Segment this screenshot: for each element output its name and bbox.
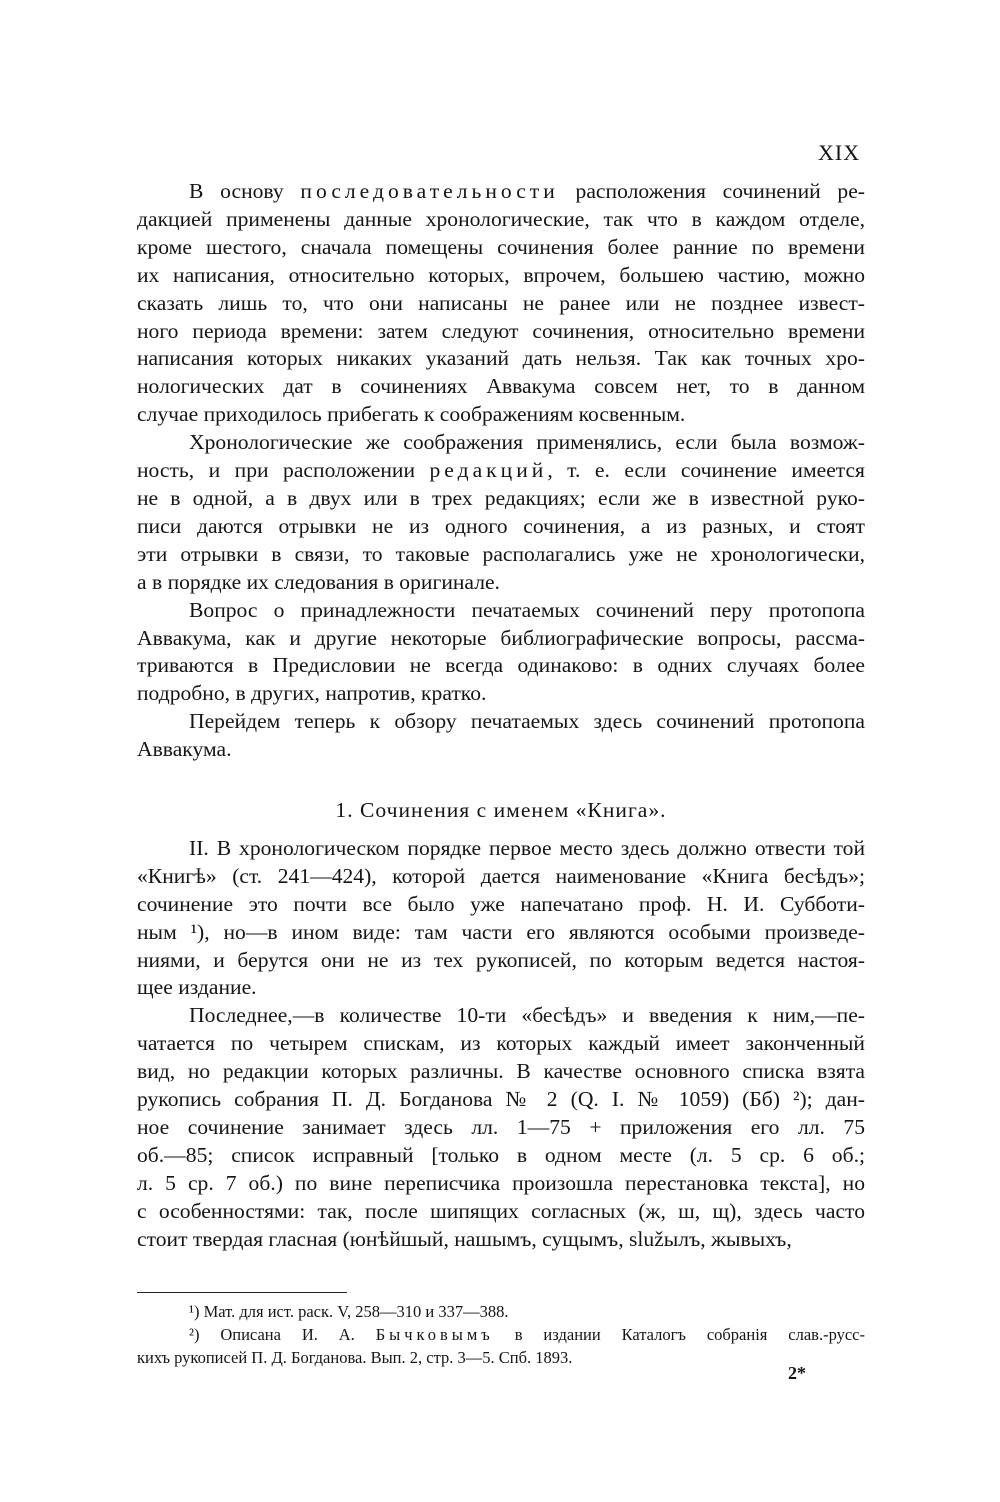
text-line: сочинение это почти все было уже напечатано проф. Н. И. Субботи- (137, 891, 865, 916)
footnote (137, 1300, 865, 1323)
text-line: не в одной, а в двух или в трех редакциях; если же в известной руко- (137, 485, 865, 510)
footnotes (137, 1300, 865, 1369)
text-line (137, 457, 865, 485)
signature-mark: 2* (788, 1363, 806, 1383)
text-line: щее издание. (137, 975, 257, 1000)
text-line: ¹) Мат. для ист. раск. V, 258—310 и 337—388. (189, 1302, 509, 1321)
text-line: триваются в Предисловии не всегда одинаково: в одних случаях более (137, 653, 865, 678)
text-line: подробно, в других, напротив, кратко. (137, 681, 487, 706)
text-line: написания которых никаких указаний дать нельзя. Так как точных хро- (137, 346, 865, 371)
spaced-emphasis: последовательности (300, 179, 559, 203)
text-line: Перейдем теперь к обзору печатаемых здесь сочинений протопопа (189, 709, 865, 734)
section-gap (137, 764, 865, 786)
text-line: Вопрос о принадлежности печатаемых сочинений перу протопопа (189, 597, 865, 622)
footnote (137, 1323, 865, 1369)
text-line: чатается по четырем спискам, из которых каждый имеет законченный (137, 1031, 865, 1056)
text-line: ного периода времени: затем следуют сочинения, относительно времени (137, 318, 865, 343)
text-line: случае приходилось прибегать к соображениям косвенным. (137, 402, 686, 427)
text-line: дакцией применены данные хронологические, так что в каждом отделе, (137, 206, 865, 231)
text-line: II. В хронологическом порядке первое место здесь должно отвести той (189, 835, 865, 860)
paragraph (137, 429, 865, 596)
text-line: их написания, относительно которых, впрочем, большею частию, можно (137, 262, 865, 287)
text-line: нологических дат в сочинениях Аввакума совсем нет, то в данном (137, 374, 865, 399)
section-heading: 1. Сочинения с именем «Книга». (335, 798, 667, 823)
text-line: ниями, и берутся они не из тех рукописей, по которым ведется настоя- (137, 947, 865, 972)
text-line: Аввакума. (137, 737, 232, 762)
text-line: а в порядке их следования в оригинале. (137, 569, 500, 594)
paragraph (137, 597, 865, 709)
spaced-emphasis: Бычковымъ (375, 1325, 494, 1344)
text-line: «Книгѣ» (ст. 241—424), которой дается наименование «Книга бесѣдъ»; (137, 863, 865, 888)
line-fragment: , т. е. если сочинение имеется (547, 458, 865, 483)
text-line (137, 1323, 865, 1346)
line-fragment: ²) Описана И. А. (189, 1325, 376, 1344)
line-fragment: в издании Каталогъ собранія слав.-русс- (493, 1325, 865, 1344)
text-line: ным ¹), но—в ином виде: там части его являются особыми произведе- (137, 919, 865, 944)
text-line: кихъ рукописей П. Д. Богданова. Вып. 2, стр. 3—5. Спб. 1893. (137, 1348, 573, 1367)
line-fragment: В основу (189, 179, 301, 203)
text-line: с особенностями: так, после шипящих согласных (ж, ш, щ), здесь часто (137, 1198, 865, 1223)
text-line (137, 178, 865, 206)
text-line: кроме шестого, сначала помещены сочинения более ранние по времени (137, 234, 865, 259)
paragraph (137, 708, 865, 764)
text-line: Хронологические же соображения применялись, если была возмож- (189, 430, 865, 455)
text-line: Аввакума, как и другие некоторые библиографические вопросы, рассма- (137, 625, 865, 650)
footnote-rule (137, 1292, 347, 1293)
spaced-emphasis: редакций (429, 458, 548, 483)
text-line: л. 5 ср. 7 об.) по вине переписчика произошла перестановка текста], но (137, 1170, 865, 1195)
main-text (137, 178, 865, 1254)
text-line: сказать лишь то, что они написаны не ранее или не позднее извест- (137, 290, 865, 315)
text-line: рукопись собрания П. Д. Богданова № 2 (Q. I. № 1059) (Бб) ²); дан- (137, 1087, 865, 1112)
page-number: XIX (818, 140, 861, 165)
text-line: об.—85; список исправный [только в одном месте (л. 5 ср. 6 об.; (137, 1142, 865, 1167)
text-line: стоит твердая гласная (юнѣйшый, нашымъ, сущымъ, služылъ, жывыхъ, (137, 1226, 792, 1251)
paragraph (137, 835, 865, 1002)
text-line: писи даются отрывки не из одного сочинения, а из разных, и стоят (137, 513, 865, 538)
text-line: вид, но редакции которых различны. В качестве основного списка взята (137, 1059, 865, 1084)
line-fragment: расположения сочинений ре- (558, 179, 865, 203)
paragraph (137, 178, 865, 429)
paragraph-group-intro (137, 178, 865, 764)
text-line: ное сочинение занимает здесь лл. 1—75 + приложения его лл. 75 (137, 1115, 865, 1139)
paragraph (137, 1002, 865, 1253)
paragraph-group-section-1 (137, 835, 865, 1254)
line-fragment: ность, и при расположении (137, 458, 430, 483)
text-line: Последнее,—в количестве 10-ти «бесѣдъ» и введения к ним,—пе- (189, 1003, 865, 1028)
text-line: эти отрывки в связи, то таковые располагались уже не хронологически, (137, 541, 865, 566)
